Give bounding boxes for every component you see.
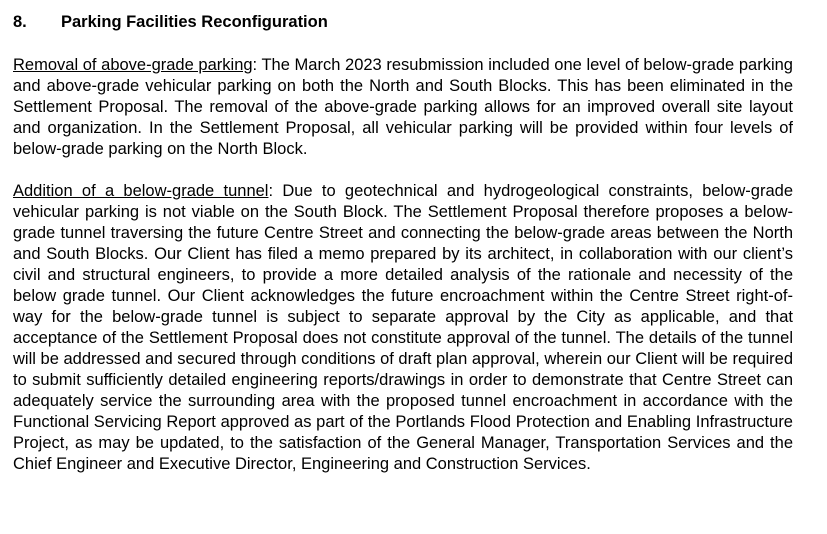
section-number: 8.: [13, 13, 27, 31]
paragraph-lead: Addition of a below-grade tunnel: [13, 182, 269, 200]
paragraph-lead: Removal of above-grade parking: [13, 56, 253, 74]
paragraph-text: : Due to geotechnical and hydrogeological constraints, below-grade vehicular parking is not viable on the South Block. The Settlement Proposal therefore proposes a below-grade tunnel traversing the future Centre Street and connecting the below-grade areas between the North and South Blocks. Our Client has filed a memo prepared by its architect, in collaboration with our client’s civil and structural engineers, to provide a more detailed analysis of the rationale and necessity of the below grade tunnel. Our Client acknowledges the future encroachment within the Centre Street right-of-way for the below-grade tunnel is subject to separate approval by the City as applicable, and that acceptance of the Settlement Proposal does not constitute approval of the tunnel. The details of the tunnel will be addressed and secured through conditions of draft plan approval, wherein our Client will be required to submit sufficiently detailed engineering reports/drawings in order to demonstrate that Centre Street can adequately service the surrounding area with the proposed tunnel encroachment in accordance with the Functional Servicing Report approved as part of the Portlands Flood Protection and Enabling Infrastructure Project, as may be updated, to the satisfaction of the General Manager, Transportation Services and the Chief Engineer and Executive Director, Engineering and Construction Services.: [13, 182, 794, 473]
document-page: [13, 10, 793, 475]
section-heading: [13, 10, 793, 34]
paragraph-addition-below-grade-tunnel: [13, 181, 793, 475]
paragraph-text: : The March 2023 resubmission included one level of below-grade parking and above-grade vehicular parking on both the North and South Blocks. This has been eliminated in the Settlement Proposal. The removal of the above-grade parking allows for an improved overall site layout and organization. In the Settlement Proposal, all vehicular parking will be provided within four levels of below-grade parking on the North Block.: [13, 56, 793, 158]
section-title: Parking Facilities Reconfiguration: [61, 13, 328, 31]
paragraph-removal-above-grade-parking: [13, 55, 793, 160]
